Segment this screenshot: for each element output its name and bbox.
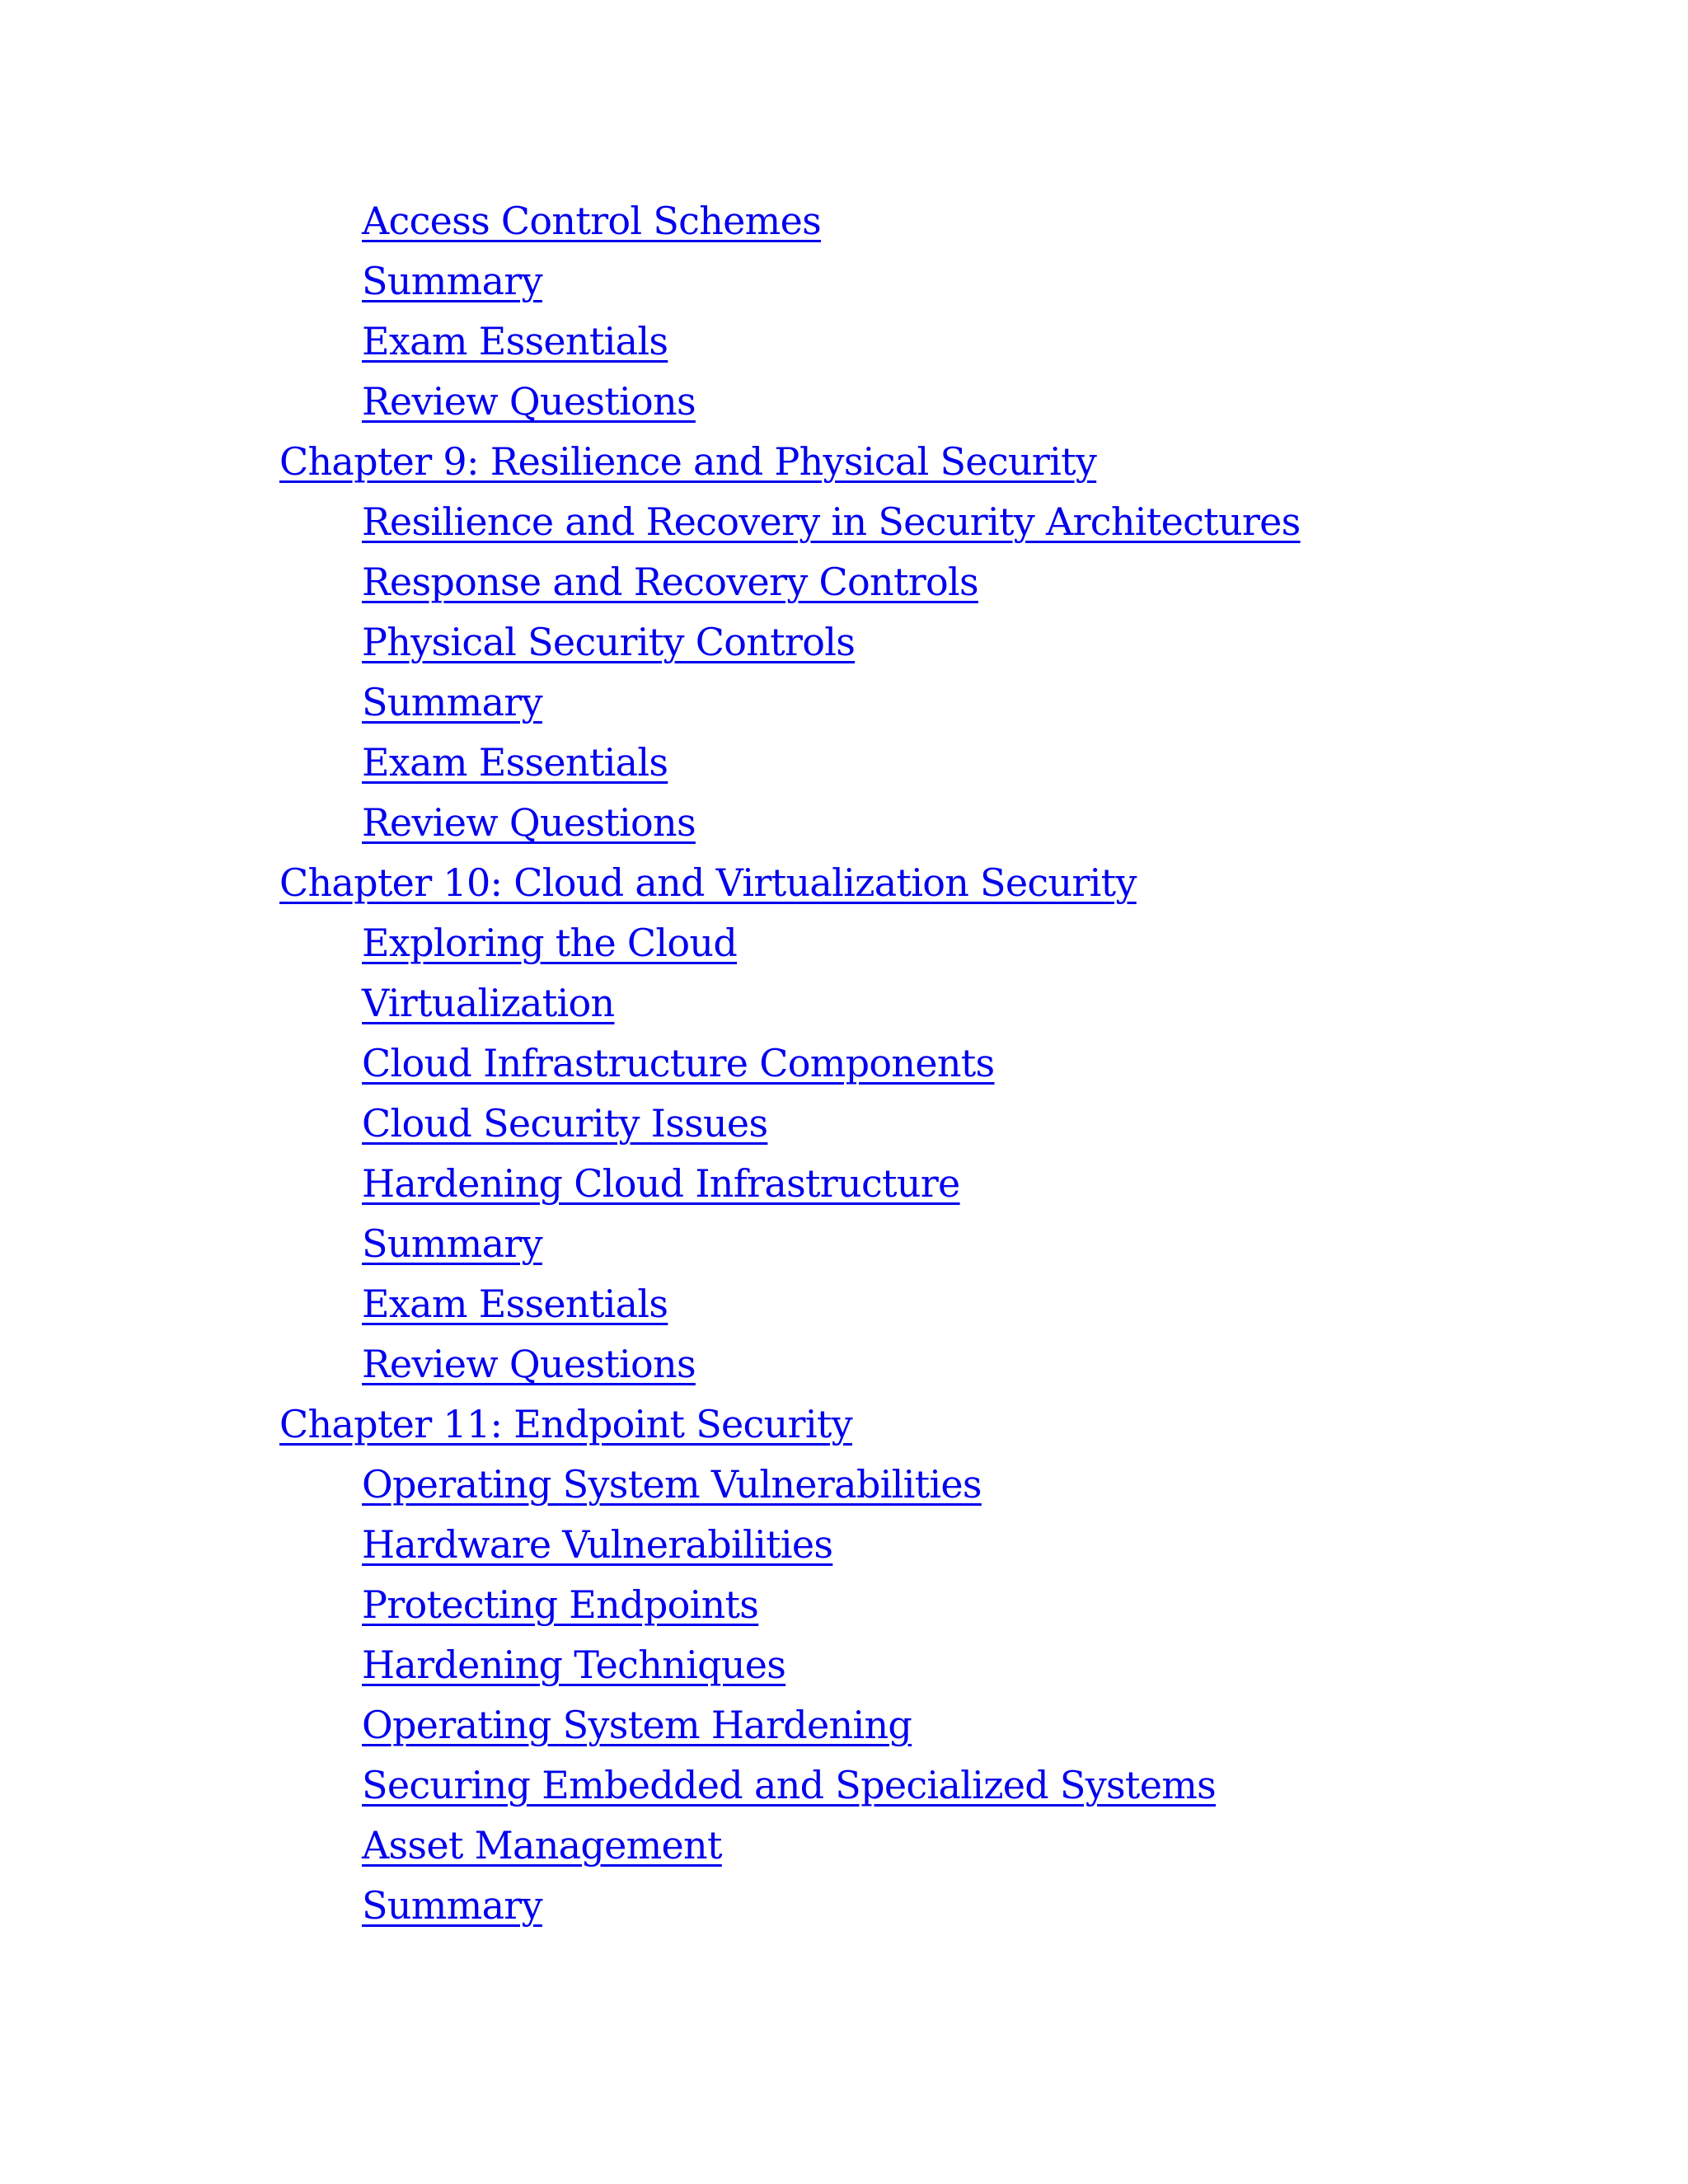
- toc-entry: [0, 1816, 1301, 1876]
- toc-link-exploring-the-cloud[interactable]: Exploring the Cloud: [362, 921, 738, 965]
- toc-link-cloud-infrastructure-components[interactable]: Cloud Infrastructure Components: [362, 1041, 995, 1085]
- toc-entry: [0, 1094, 1301, 1154]
- toc-entry: [0, 612, 1301, 673]
- toc-link-chapter-10[interactable]: Chapter 10: Cloud and Virtualization Security: [279, 860, 1137, 905]
- toc-entry: [0, 1033, 1301, 1094]
- toc-entry: [0, 191, 1301, 251]
- toc-entry: [0, 1695, 1301, 1755]
- toc-link-hardening-cloud-infrastructure[interactable]: Hardening Cloud Infrastructure: [362, 1161, 960, 1206]
- toc-link-cloud-security-issues[interactable]: Cloud Security Issues: [362, 1101, 768, 1146]
- toc-entry: [0, 733, 1301, 793]
- toc-entry: [0, 1154, 1301, 1214]
- toc-entry: [0, 913, 1301, 973]
- toc-link-summary[interactable]: Summary: [362, 259, 542, 303]
- toc-entry: [0, 1515, 1301, 1575]
- table-of-contents: [0, 191, 1301, 1936]
- toc-entry: [0, 1575, 1301, 1635]
- toc-entry: [0, 552, 1301, 612]
- toc-chapter-entry: [0, 432, 1301, 492]
- toc-link-exam-essentials[interactable]: Exam Essentials: [362, 1282, 668, 1326]
- toc-link-summary[interactable]: Summary: [362, 680, 542, 724]
- toc-link-physical-security-controls[interactable]: Physical Security Controls: [362, 620, 856, 664]
- toc-link-operating-system-vulnerabilities[interactable]: Operating System Vulnerabilities: [362, 1462, 982, 1507]
- toc-link-summary[interactable]: Summary: [362, 1221, 542, 1266]
- toc-entry: [0, 793, 1301, 853]
- toc-link-operating-system-hardening[interactable]: Operating System Hardening: [362, 1703, 912, 1747]
- toc-chapter-entry: [0, 1394, 1301, 1455]
- toc-link-hardening-techniques[interactable]: Hardening Techniques: [362, 1643, 786, 1687]
- toc-link-review-questions[interactable]: Review Questions: [362, 1342, 696, 1386]
- toc-entry: [0, 973, 1301, 1033]
- toc-entry: [0, 1635, 1301, 1695]
- toc-link-exam-essentials[interactable]: Exam Essentials: [362, 740, 668, 785]
- toc-link-review-questions[interactable]: Review Questions: [362, 800, 696, 845]
- toc-link-access-control-schemes[interactable]: Access Control Schemes: [362, 199, 821, 243]
- toc-link-resilience-and-recovery[interactable]: Resilience and Recovery in Security Architectures: [362, 499, 1301, 544]
- toc-entry: [0, 1876, 1301, 1936]
- toc-entry: [0, 1214, 1301, 1274]
- toc-link-chapter-9[interactable]: Chapter 9: Resilience and Physical Security: [279, 439, 1097, 484]
- toc-link-chapter-11[interactable]: Chapter 11: Endpoint Security: [279, 1402, 852, 1446]
- toc-entry: [0, 673, 1301, 733]
- toc-link-securing-embedded-systems[interactable]: Securing Embedded and Specialized Systems: [362, 1763, 1217, 1807]
- toc-link-virtualization[interactable]: Virtualization: [362, 981, 615, 1025]
- toc-link-asset-management[interactable]: Asset Management: [362, 1823, 722, 1868]
- toc-entry: [0, 1755, 1301, 1816]
- toc-link-protecting-endpoints[interactable]: Protecting Endpoints: [362, 1582, 759, 1627]
- toc-entry: [0, 492, 1301, 552]
- toc-entry: [0, 251, 1301, 312]
- toc-entry: [0, 1455, 1301, 1515]
- toc-link-summary[interactable]: Summary: [362, 1883, 542, 1928]
- toc-entry: [0, 312, 1301, 372]
- toc-entry: [0, 372, 1301, 432]
- toc-chapter-entry: [0, 853, 1301, 913]
- toc-entry: [0, 1274, 1301, 1334]
- toc-link-response-and-recovery-controls[interactable]: Response and Recovery Controls: [362, 560, 978, 604]
- toc-link-hardware-vulnerabilities[interactable]: Hardware Vulnerabilities: [362, 1522, 833, 1567]
- toc-link-review-questions[interactable]: Review Questions: [362, 379, 696, 424]
- toc-link-exam-essentials[interactable]: Exam Essentials: [362, 319, 668, 363]
- toc-entry: [0, 1334, 1301, 1394]
